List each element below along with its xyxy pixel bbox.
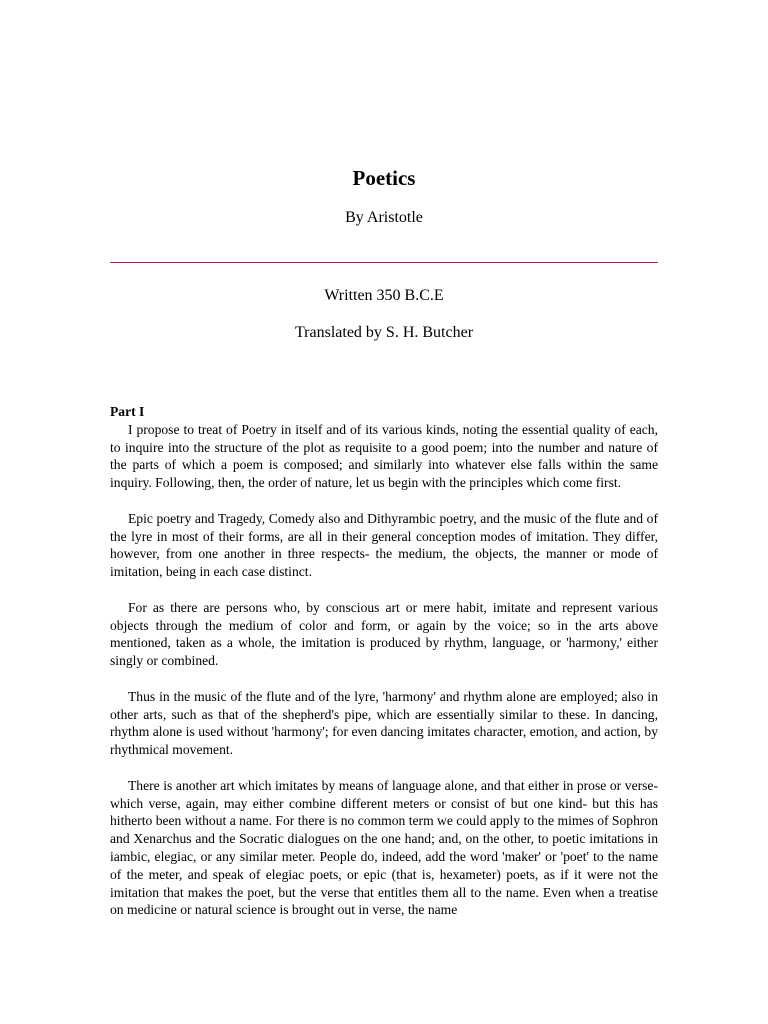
document-title: Poetics — [352, 166, 416, 190]
translator-credit: Translated by S. H. Butcher — [294, 324, 474, 341]
body-paragraph: Epic poetry and Tragedy, Comedy also and Dithyrambic poetry, and the music of the flute and of the lyre in most of their forms, are all in their general conception modes of imitation. They differ, however, from one another in three respects- the medium, the objects, the manner or mode of imitation, being in each case distinct. — [110, 510, 658, 580]
document-author: By Aristotle — [345, 209, 423, 226]
body-paragraph: There is another art which imitates by means of language alone, and that either in prose or verse- which verse, again, may either combine different meters or consist of but one kind- but this has hitherto been without a name. For there is no common term we could apply to the mimes of Sophron and Xenarchus and the Socratic dialogues on the one hand; and, on the other, to poetic imitations in iambic, elegiac, or any similar meter. People do, indeed, add the word 'maker' or 'poet' to the name of the meter, and speak of elegiac poets, or epic (that is, hexameter) poets, as if it were not the imitation that makes the poet, but the verse that entitles them all to the name. Even when a treatise on medicine or natural science is brought out in verse, the name — [110, 777, 658, 918]
title-divider — [110, 262, 658, 263]
written-date: Written 350 B.C.E — [324, 287, 444, 304]
body-paragraph: For as there are persons who, by conscious art or mere habit, imitate and represent various objects through the medium of color and form, or again by the voice; so in the arts above mentioned, taken as a whole, the imitation is produced by rhythm, language, or 'harmony,' either singly or combined. — [110, 599, 658, 669]
body-paragraph: I propose to treat of Poetry in itself and of its various kinds, noting the essential quality of each, to inquire into the structure of the plot as requisite to a good poem; into the number and nature of the parts of which a poem is composed; and similarly into whatever else falls within the same inquiry. Following, then, the order of nature, let us begin with the principles which come first. — [110, 421, 658, 491]
body-paragraph: Thus in the music of the flute and of the lyre, 'harmony' and rhythm alone are employed; also in other arts, such as that of the shepherd's pipe, which are essentially similar to these. In dancing, rhythm alone is used without 'harmony'; for even dancing imitates character, emotion, and action, by rhythmical movement. — [110, 688, 658, 758]
part-heading: Part I — [110, 404, 145, 419]
document-body — [110, 403, 658, 937]
